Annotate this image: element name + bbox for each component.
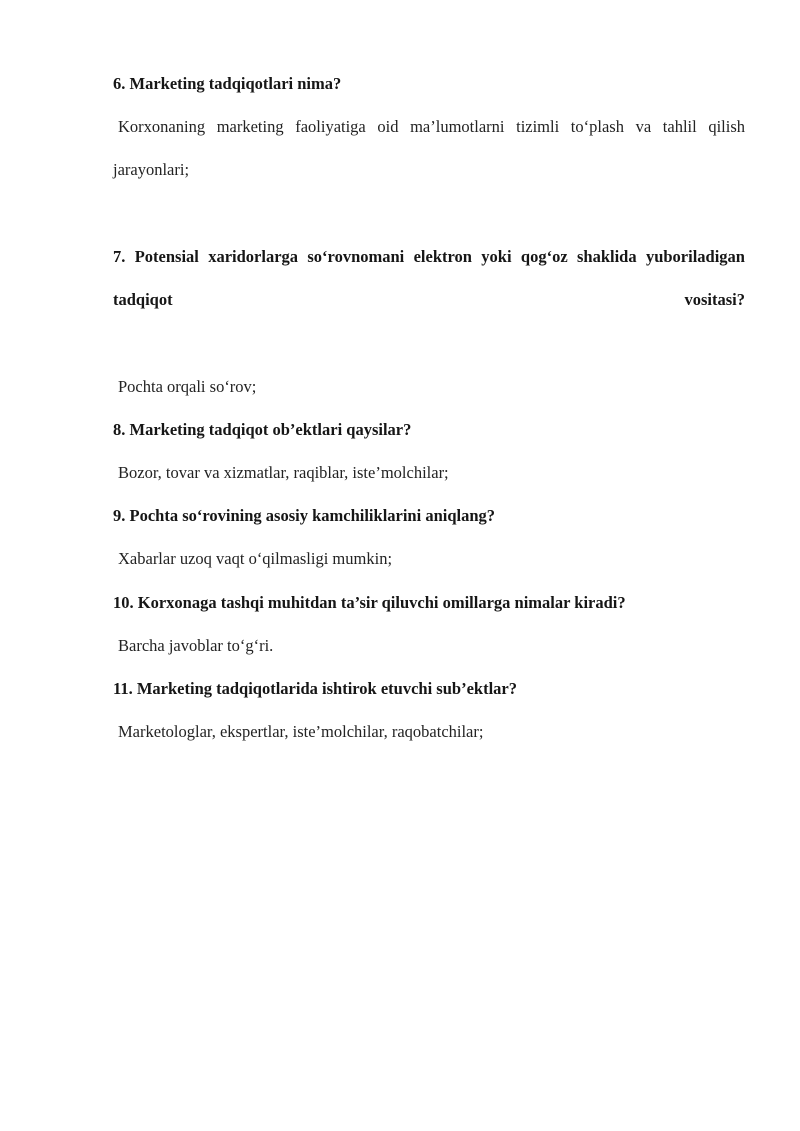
answer-text: Pochta orqali so‘rov; [118, 376, 257, 396]
qa-block [113, 667, 745, 753]
question-text: 8. Marketing tadqiqot ob’ektlari qaysilar? [113, 419, 412, 439]
question-text: 6. Marketing tadqiqotlari nima? [113, 74, 342, 93]
answer-text: Korxonaning marketing faoliyatiga oid ma’lumotlarni tizimli to‘plash va tahlil qilish jarayonlari; [113, 117, 745, 180]
answer-text: Xabarlar uzoq vaqt o‘qilmasligi mumkin; [118, 549, 393, 569]
answer-text: Bozor, tovar va xizmatlar, raqiblar, iste’molchilar; [118, 462, 449, 482]
question-text: 10. Korxonaga tashqi muhitdan ta’sir qiluvchi omillarga nimalar kiradi? [113, 592, 626, 612]
qa-block [113, 235, 745, 408]
qa-block [113, 62, 745, 235]
question-text: 9. Pochta so‘rovining asosiy kamchiliklarini aniqlang? [113, 506, 496, 526]
qa-block [113, 581, 745, 667]
question-text: 11. Marketing tadqiqotlarida ishtirok etuvchi sub’ektlar? [113, 679, 517, 699]
qa-block [113, 494, 745, 580]
answer-text: Barcha javoblar to‘g‘ri. [118, 635, 274, 655]
question-text: 7. Potensial xaridorlarga so‘rovnomani elektron yoki qog‘oz shaklida yuboriladigan tadqiqot vositasi? [113, 246, 745, 310]
document-body [113, 62, 745, 754]
qa-block [113, 408, 745, 494]
answer-text: Marketologlar, ekspertlar, iste’molchilar, raqobatchilar; [118, 722, 484, 742]
